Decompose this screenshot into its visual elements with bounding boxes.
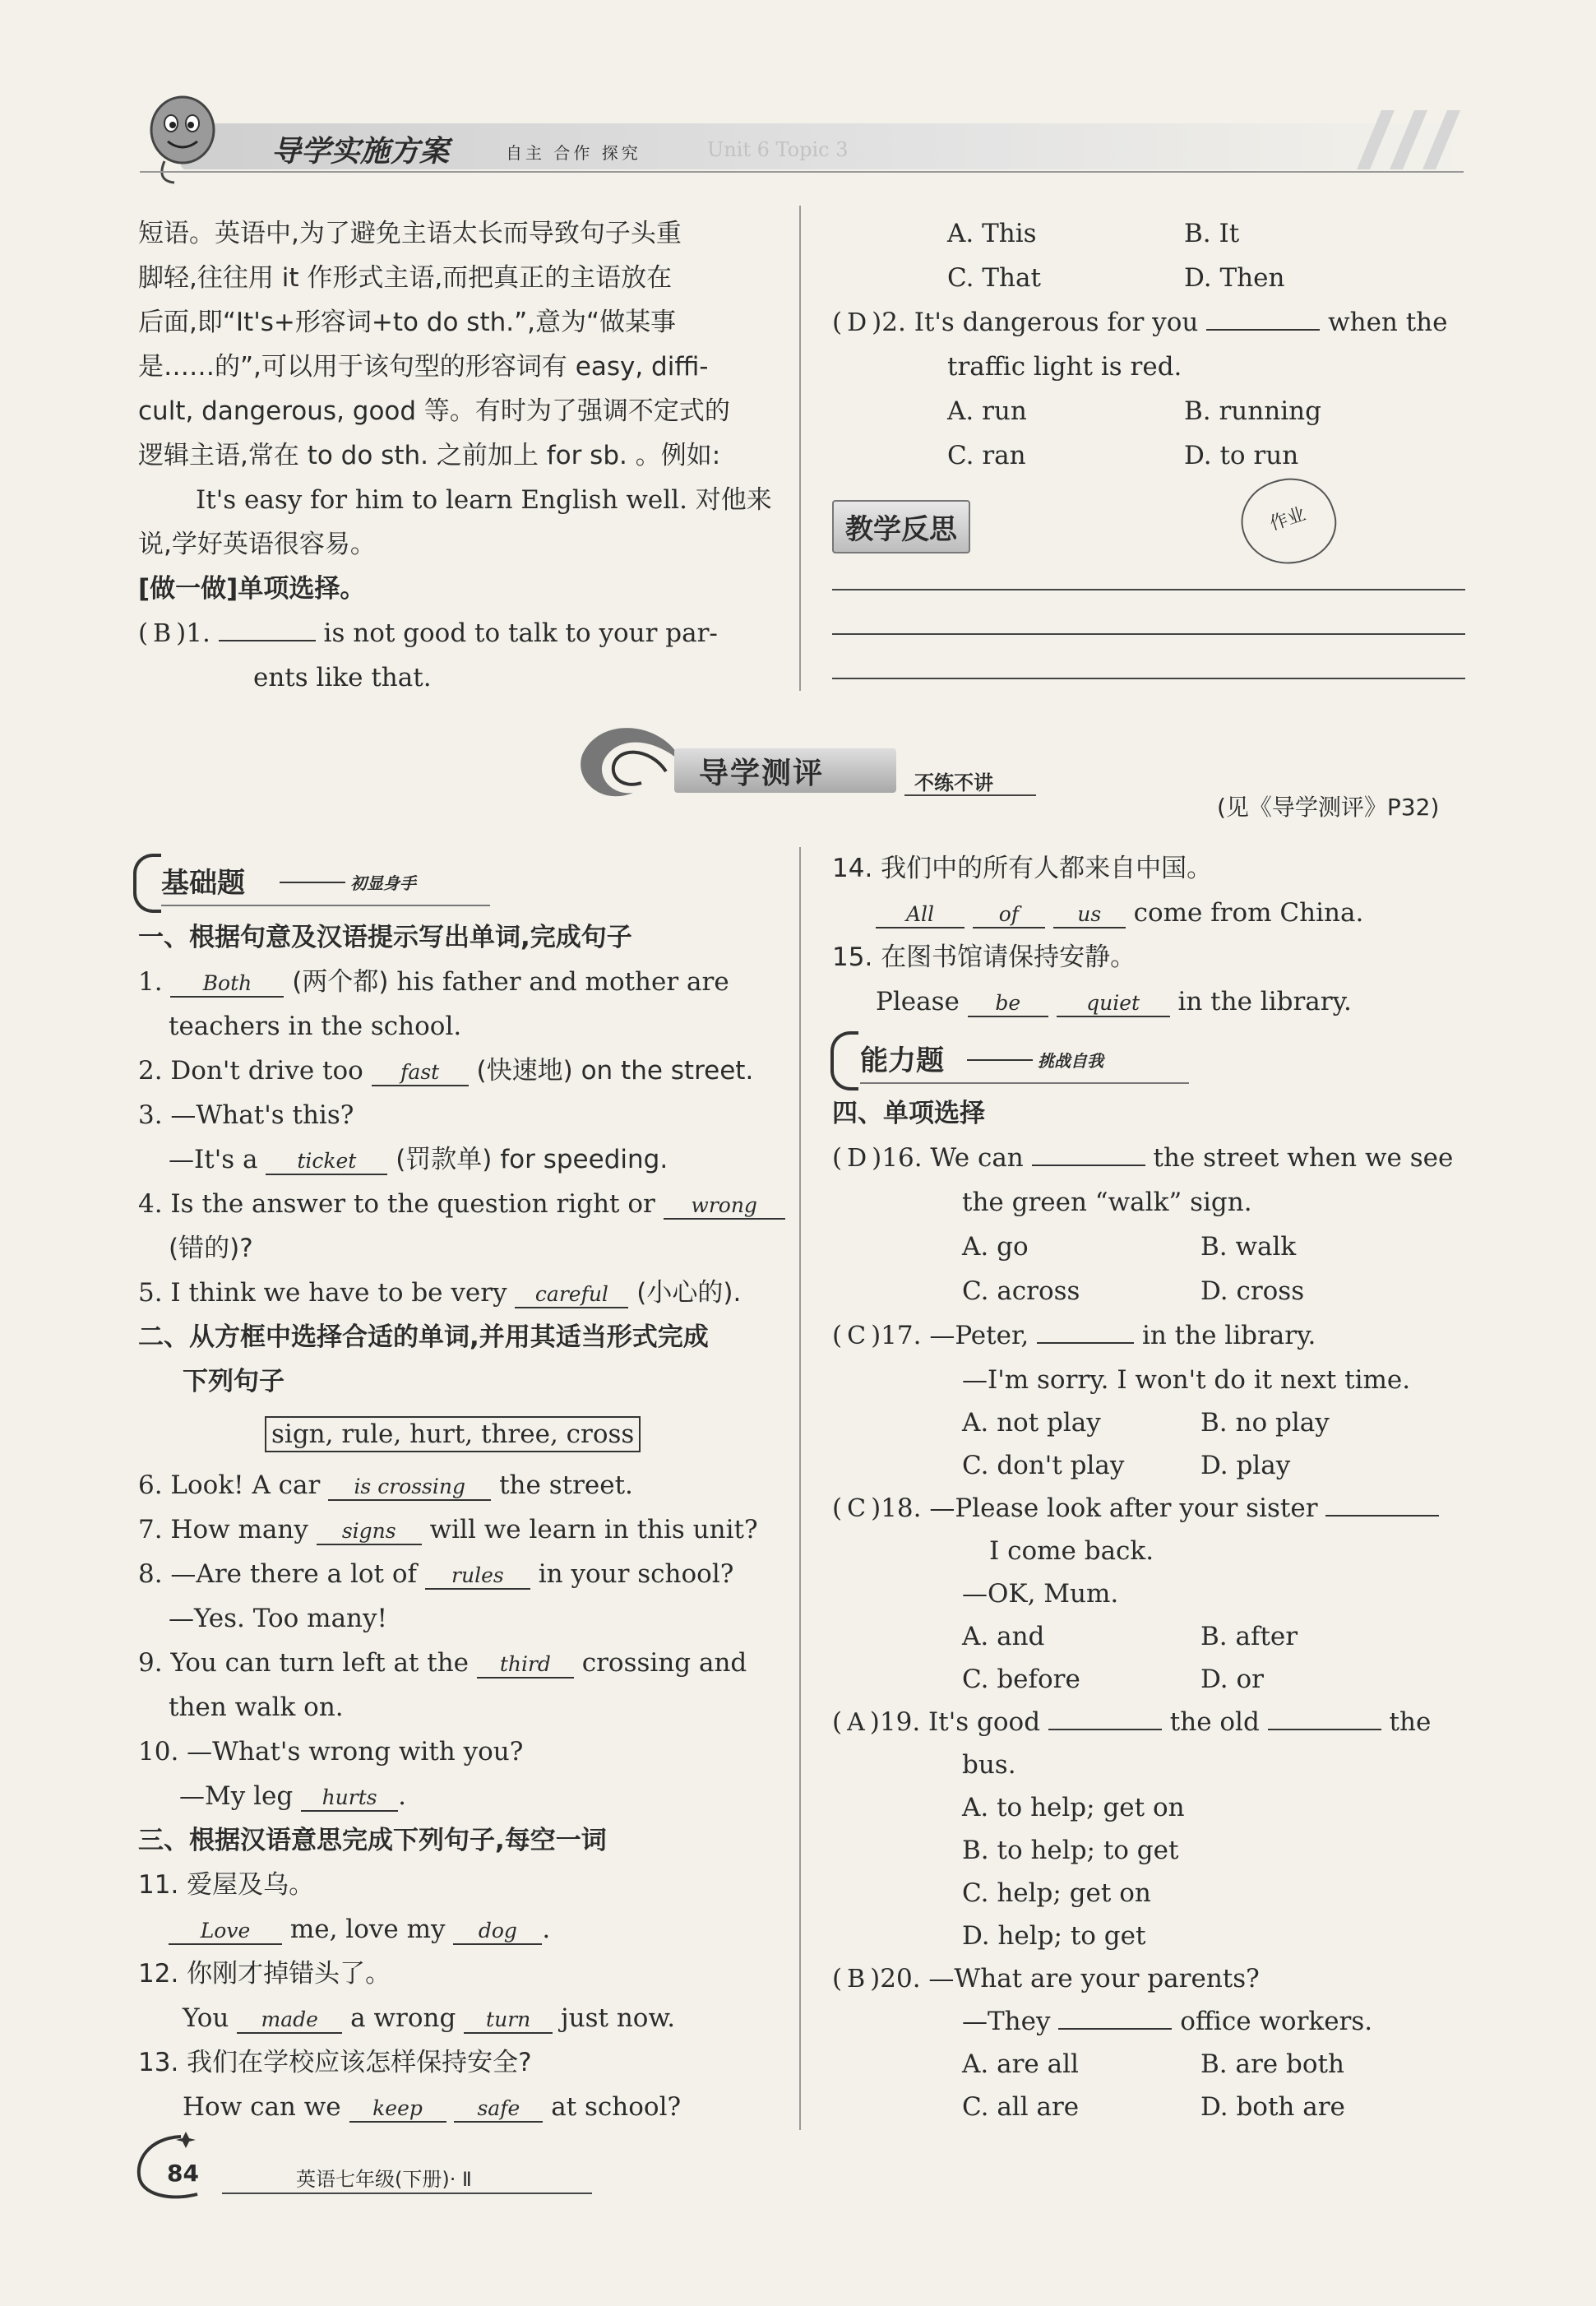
header-faint-text: Unit 6 Topic 3 — [707, 138, 849, 161]
q2-option-a: A. run — [947, 396, 1027, 426]
q17: ( C )17. —Peter, in the library. — [832, 1321, 1316, 1350]
q18-cont2: —OK, Mum. — [962, 1579, 1119, 1609]
q2-option-c: C. ran — [947, 441, 1026, 470]
basic-q10: —My leg hurts . — [179, 1781, 406, 1811]
q1-option-d: D. Then — [1184, 263, 1285, 293]
q19: ( A )19. It's good the old the — [832, 1707, 1432, 1737]
basic-q8-cont: —Yes. Too many! — [169, 1604, 387, 1633]
q20-option-a: A. are all — [962, 2049, 1079, 2079]
grammar-line-3: 后面,即“It's+形容词+to do sth.”,意为“做某事 — [138, 308, 677, 337]
practice-q2-blank[interactable] — [1206, 329, 1320, 331]
q16-blank[interactable] — [1032, 1165, 1145, 1166]
banner-tag: 不练不讲 — [914, 771, 993, 794]
q19-answer: A — [847, 1708, 865, 1737]
q17-option-d: D. play — [1200, 1451, 1291, 1480]
ability-dash — [967, 1059, 1033, 1061]
q17-blank[interactable] — [1037, 1342, 1134, 1344]
basic-q1: 1. Both (两个都) his father and mother are — [138, 967, 729, 997]
q3-answer[interactable]: ticket — [266, 1149, 387, 1175]
q18-answer: C — [847, 1494, 867, 1523]
basic-q3: —It's a ticket (罚款单) for speeding. — [169, 1145, 668, 1174]
basic-q8: 8. —Are there a lot of rules in your school? — [138, 1559, 734, 1589]
q16-option-b: B. walk — [1200, 1232, 1297, 1262]
q2-answer[interactable]: fast — [372, 1060, 469, 1086]
q18-cont: I come back. — [989, 1536, 1154, 1566]
grammar-line-4: 是……的”,可以用于该句型的形容词有 easy, diffi- — [138, 352, 709, 382]
stamp — [1231, 466, 1347, 576]
header-subtitle: 自主 合作 探究 — [506, 143, 641, 163]
q20-option-b: B. are both — [1200, 2049, 1344, 2079]
basic-dash — [280, 882, 345, 883]
q11-answer-2[interactable]: dog — [453, 1919, 542, 1945]
basic-q12-cn: 12. 你刚才掉错头了。 — [138, 1959, 391, 1989]
ability-arrow-rule — [860, 1082, 1189, 1084]
ability-tag: 挑战自我 — [1038, 1051, 1103, 1071]
section-4-heading: 四、单项选择 — [832, 1099, 985, 1128]
column-divider-bottom — [799, 847, 801, 2130]
q1-option-b: B. It — [1184, 219, 1240, 248]
q11-answer-1[interactable]: Love — [169, 1919, 282, 1945]
ability-label: 能力题 — [860, 1044, 944, 1077]
practice-q2-answer: D — [847, 308, 867, 337]
q1-option-c: C. That — [947, 263, 1041, 293]
practice-q1-cont: ents like that. — [253, 663, 432, 692]
basic-q2: 2. Don't drive too fast (快速地) on the street. — [138, 1056, 754, 1086]
footer-rule — [222, 2193, 592, 2194]
q5-answer[interactable]: careful — [515, 1282, 628, 1308]
section-3-heading: 三、根据汉语意思完成下列句子,每空一词 — [138, 1826, 607, 1855]
q20-blank[interactable] — [1058, 2028, 1172, 2030]
page-header — [132, 90, 1464, 181]
basic-q1-cont: teachers in the school. — [169, 1012, 462, 1041]
basic-q4-cont: (错的)? — [169, 1234, 253, 1263]
q20-cont: —They office workers. — [962, 2007, 1373, 2036]
practice-q1-blank[interactable] — [219, 640, 316, 641]
basic-q11: Love me, love my dog . — [169, 1913, 550, 1946]
banner-rule — [904, 794, 1036, 796]
basic-arrow-rule — [161, 905, 490, 906]
q14-answer-3[interactable]: us — [1053, 902, 1126, 928]
basic-q5: 5. I think we have to be very careful (小心的). — [138, 1278, 742, 1308]
q19-option-c: C. help; get on — [962, 1878, 1151, 1908]
basic-q7: 7. How many signs will we learn in this unit? — [138, 1515, 758, 1544]
basic-q4: 4. Is the answer to the question right or wrong — [138, 1188, 785, 1220]
practice-q1-answer: B — [153, 619, 172, 648]
banner-title: 导学测评 — [699, 757, 825, 790]
basic-q6: 6. Look! A car is crossing the street. — [138, 1470, 633, 1500]
q1-option-a: A. This — [947, 219, 1037, 248]
grammar-line-6: 逻辑主语,常在 to do sth. 之前加上 for sb. 。例如: — [138, 441, 721, 470]
mascot-icon — [132, 90, 238, 189]
header-title: 导学实施方案 — [271, 135, 450, 169]
q18-blank[interactable] — [1325, 1515, 1439, 1516]
reflection-line-2[interactable] — [832, 633, 1465, 635]
q6-answer[interactable]: is crossing — [328, 1475, 491, 1501]
q16: ( D )16. We can the street when we see — [832, 1143, 1454, 1173]
header-rule — [140, 171, 1464, 173]
q20-option-d: D. both are — [1200, 2092, 1345, 2122]
q12-answer-1[interactable]: made — [237, 2007, 342, 2034]
q18-option-c: C. before — [962, 1665, 1080, 1694]
q19-option-b: B. to help; to get — [962, 1836, 1179, 1865]
reflection-line-3[interactable] — [832, 678, 1465, 679]
q17-cont: —I'm sorry. I won't do it next time. — [962, 1365, 1411, 1395]
q16-option-d: D. cross — [1200, 1276, 1305, 1306]
q16-option-c: C. across — [962, 1276, 1080, 1306]
grammar-line-2: 脚轻,往往用 it 作形式主语,而把真正的主语放在 — [138, 263, 673, 293]
footer-book: 英语七年级(下册)· Ⅱ — [296, 2168, 472, 2191]
practice-q1: ( B )1. is not good to talk to your par- — [138, 618, 718, 648]
q18-option-d: D. or — [1200, 1665, 1264, 1694]
basic-q9-cont: then walk on. — [169, 1692, 344, 1722]
practice-q2: ( D )2. It's dangerous for you when the — [832, 308, 1448, 337]
q18-option-a: A. and — [962, 1622, 1045, 1651]
q2-option-d: D. to run — [1184, 441, 1299, 470]
q20-answer: B — [847, 1965, 866, 1993]
basic-tag: 初显身手 — [350, 873, 416, 893]
q10-answer[interactable]: hurts — [301, 1785, 398, 1812]
header-stripes-icon — [1349, 107, 1464, 173]
basic-q12: You made a wrong turn just now. — [183, 2003, 676, 2033]
example-line-1: It's easy for him to learn English well. 对他来 — [196, 485, 772, 515]
word-box: sign, rule, hurt, three, cross — [265, 1416, 641, 1452]
q14: All of us come from China. — [876, 896, 1363, 929]
q16-option-a: A. go — [962, 1232, 1029, 1262]
page-number: 84 — [167, 2160, 199, 2187]
q18: ( C )18. —Please look after your sister — [832, 1492, 1439, 1526]
q18-option-b: B. after — [1200, 1622, 1298, 1651]
q19-blank-1[interactable] — [1048, 1729, 1162, 1730]
grammar-line-1: 短语。英语中,为了避免主语太长而导致句子头重 — [138, 219, 682, 248]
q2-option-b: B. running — [1184, 396, 1321, 426]
q14-cn: 14. 我们中的所有人都来自中国。 — [832, 854, 1213, 883]
q19-cont: bus. — [962, 1750, 1016, 1780]
q9-answer[interactable]: third — [477, 1652, 574, 1679]
q19-blank-2[interactable] — [1268, 1729, 1381, 1730]
basic-q10-line1: 10. —What's wrong with you? — [138, 1737, 524, 1767]
column-divider-top — [799, 206, 801, 691]
basic-q9: 9. You can turn left at the third crossing and — [138, 1648, 747, 1678]
q15-answer-2[interactable]: quiet — [1057, 991, 1170, 1017]
q15-cn: 15. 在图书馆请保持安静。 — [832, 942, 1136, 972]
basic-q13-cn: 13. 我们在学校应该怎样保持安全? — [138, 2048, 532, 2077]
q8-answer[interactable]: rules — [425, 1563, 530, 1590]
q14-answer-1[interactable]: All — [876, 902, 965, 928]
q13-answer-1[interactable]: keep — [349, 2096, 446, 2123]
basic-q13: How can we keep safe at school? — [183, 2092, 682, 2122]
q19-option-a: A. to help; get on — [962, 1793, 1185, 1822]
q16-answer: D — [847, 1144, 867, 1173]
reflection-label: 教学反思 — [832, 500, 970, 553]
ability-label-frame — [830, 1031, 858, 1090]
q12-answer-2[interactable]: turn — [464, 2007, 553, 2034]
practice-label: [做一做]单项选择。 — [138, 574, 366, 604]
q17-option-a: A. not play — [962, 1408, 1101, 1438]
q1-answer[interactable]: Both — [170, 971, 284, 998]
basic-label: 基础题 — [161, 867, 245, 900]
example-line-2: 说,学好英语很容易。 — [138, 530, 376, 559]
basic-q3-line1: 3. —What's this? — [138, 1100, 354, 1130]
q20: ( B )20. —What are your parents? — [832, 1964, 1260, 1993]
banner-ref: (见《导学测评》P32) — [1217, 794, 1440, 821]
reflection-line-1[interactable] — [832, 589, 1465, 590]
grammar-line-5: cult, dangerous, good 等。有时为了强调不定式的 — [138, 396, 730, 426]
q17-answer: C — [847, 1322, 867, 1350]
q7-answer[interactable]: signs — [317, 1519, 422, 1545]
section-1-heading: 一、根据句意及汉语提示写出单词,完成句子 — [138, 923, 632, 952]
q15-answer-1[interactable]: be — [968, 991, 1048, 1017]
q17-option-b: B. no play — [1200, 1408, 1330, 1438]
q20-option-c: C. all are — [962, 2092, 1080, 2122]
basic-q11-cn: 11. 爱屋及乌。 — [138, 1870, 315, 1900]
banner-swirl-icon — [567, 714, 691, 813]
basic-label-frame — [133, 854, 161, 913]
q17-option-c: C. don't play — [962, 1451, 1125, 1480]
q16-cont: the green “walk” sign. — [962, 1188, 1252, 1217]
q13-answer-2[interactable]: safe — [454, 2096, 543, 2123]
stamp-text: 作业 — [1267, 503, 1309, 535]
q19-option-d: D. help; to get — [962, 1921, 1146, 1951]
section-2-heading-a: 二、从方框中选择合适的单词,并用其适当形式完成 — [138, 1322, 709, 1352]
q4-answer[interactable]: wrong — [664, 1193, 785, 1220]
practice-q2-cont: traffic light is red. — [947, 352, 1182, 382]
q14-answer-2[interactable]: of — [973, 902, 1045, 928]
section-2-heading-b: 下列句子 — [183, 1367, 285, 1396]
q15: Please be quiet in the library. — [876, 987, 1352, 1016]
